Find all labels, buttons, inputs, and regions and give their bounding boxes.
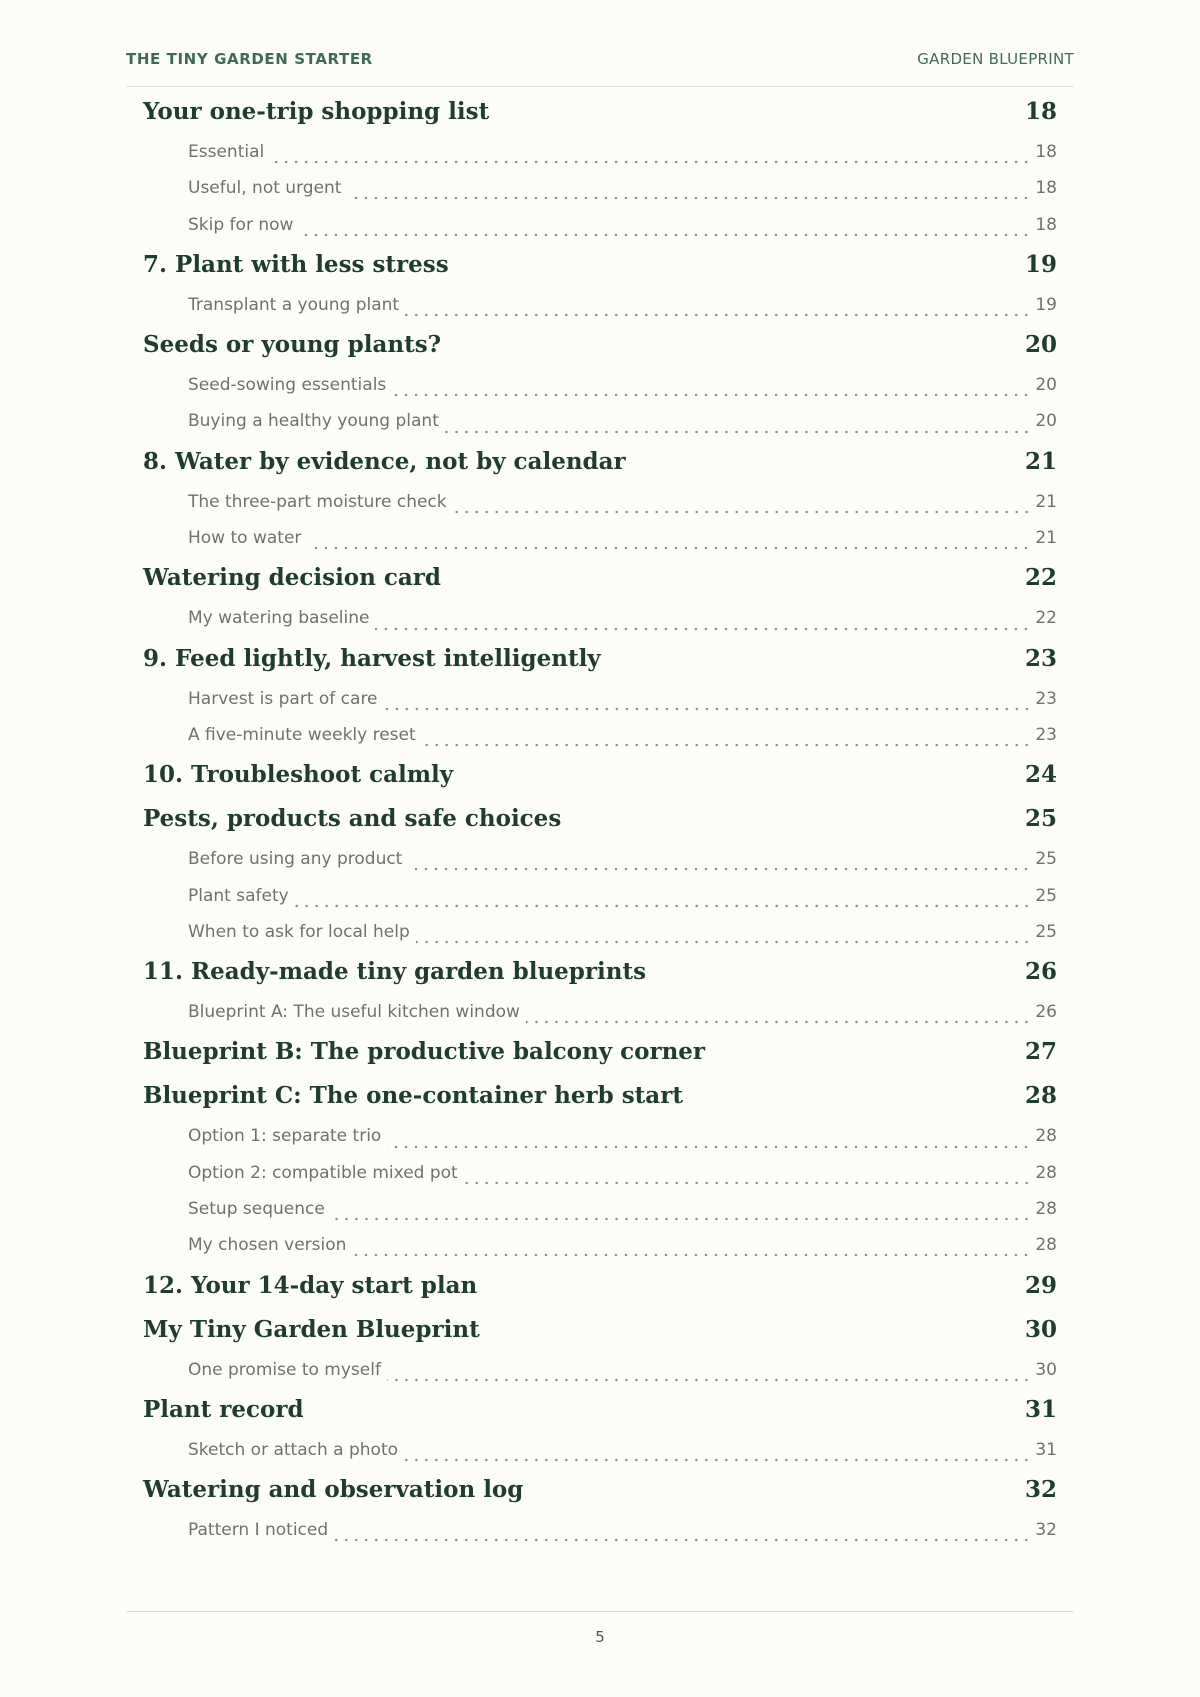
- dot-leader: [387, 1370, 1031, 1382]
- entry-page-number: 23: [1035, 724, 1057, 745]
- dot-leader: [404, 1450, 1031, 1462]
- toc-entry[interactable]: [143, 1155, 1057, 1191]
- entry-page-number: 25: [1035, 921, 1057, 942]
- toc-entry[interactable]: [143, 914, 1057, 950]
- entry-title: Sketch or attach a photo: [188, 1439, 399, 1460]
- entry-page-number: 20: [1035, 375, 1057, 396]
- toc-chapter[interactable]: [143, 753, 1057, 797]
- toc-entry[interactable]: [143, 600, 1057, 636]
- toc-chapter[interactable]: [143, 637, 1057, 681]
- chapter-title: 9. Feed lightly, harvest intelligently: [143, 644, 601, 672]
- entry-page-number: 22: [1035, 608, 1057, 629]
- entry-title: My chosen version: [188, 1235, 347, 1256]
- chapter-title: 8. Water by evidence, not by calendar: [143, 447, 626, 475]
- toc-entry[interactable]: [143, 1118, 1057, 1154]
- toc-entry[interactable]: [143, 403, 1057, 439]
- chapter-page-number: 25: [1024, 805, 1057, 833]
- chapter-page-number: 24: [1024, 761, 1057, 789]
- chapter-title: Seeds or young plants?: [143, 331, 442, 359]
- chapter-page-number: 20: [1024, 331, 1057, 359]
- toc-chapter[interactable]: [143, 1030, 1057, 1074]
- entry-page-number: 20: [1035, 411, 1057, 432]
- entry-page-number: 28: [1035, 1235, 1057, 1256]
- dot-leader: [405, 305, 1031, 317]
- entry-title: Buying a healthy young plant: [188, 411, 439, 432]
- entry-title: Before using any product: [188, 849, 403, 870]
- entry-title: Transplant a young plant: [188, 294, 400, 315]
- entry-title: Blueprint A: The useful kitchen window: [188, 1002, 520, 1023]
- chapter-title: 10. Troubleshoot calmly: [143, 761, 454, 789]
- entry-title: One promise to myself: [188, 1359, 381, 1380]
- dot-leader: [295, 896, 1032, 908]
- entry-title: The three-part moisture check: [188, 491, 447, 512]
- entry-page-number: 18: [1035, 214, 1057, 235]
- dot-leader: [307, 538, 1031, 550]
- entry-page-number: 26: [1035, 1002, 1057, 1023]
- page-number: 5: [595, 1628, 605, 1646]
- toc-chapter[interactable]: [143, 1468, 1057, 1512]
- toc-entry[interactable]: [143, 994, 1057, 1030]
- chapter-page-number: 28: [1024, 1082, 1057, 1110]
- toc-entry[interactable]: [143, 367, 1057, 403]
- chapter-title: 11. Ready-made tiny garden blueprints: [143, 958, 647, 986]
- toc-chapter[interactable]: [143, 1264, 1057, 1308]
- dot-leader: [453, 502, 1032, 514]
- entry-title: Harvest is part of care: [188, 688, 378, 709]
- dot-leader: [347, 188, 1031, 200]
- entry-title: Setup sequence: [188, 1199, 325, 1220]
- toc-entry[interactable]: [143, 1227, 1057, 1263]
- dot-leader: [387, 1137, 1031, 1149]
- chapter-page-number: 19: [1024, 250, 1057, 278]
- entry-page-number: 25: [1035, 885, 1057, 906]
- dot-leader: [464, 1173, 1032, 1185]
- chapter-title: Watering decision card: [143, 564, 441, 592]
- chapter-title: My Tiny Garden Blueprint: [143, 1315, 480, 1343]
- toc-entry[interactable]: [143, 1432, 1057, 1468]
- toc-chapter[interactable]: [143, 323, 1057, 367]
- toc-chapter[interactable]: [143, 243, 1057, 287]
- toc-entry[interactable]: [143, 717, 1057, 753]
- dot-leader: [384, 699, 1032, 711]
- dot-leader: [270, 152, 1031, 164]
- entry-title: How to water: [188, 528, 302, 549]
- toc-entry[interactable]: [143, 484, 1057, 520]
- chapter-page-number: 21: [1024, 447, 1057, 475]
- entry-page-number: 19: [1035, 294, 1057, 315]
- dot-leader: [422, 735, 1032, 747]
- dot-leader: [334, 1530, 1031, 1542]
- dot-leader: [445, 422, 1031, 434]
- toc-chapter[interactable]: [143, 950, 1057, 994]
- entry-page-number: 21: [1035, 491, 1057, 512]
- dot-leader: [416, 932, 1032, 944]
- chapter-page-number: 26: [1024, 958, 1057, 986]
- footer-divider: [126, 1611, 1074, 1612]
- chapter-page-number: 30: [1024, 1315, 1057, 1343]
- toc-chapter[interactable]: [143, 90, 1057, 134]
- entry-page-number: 28: [1035, 1162, 1057, 1183]
- dot-leader: [408, 859, 1031, 871]
- chapter-title: 12. Your 14-day start plan: [143, 1271, 478, 1299]
- entry-title: When to ask for local help: [188, 921, 410, 942]
- toc-chapter[interactable]: [143, 797, 1057, 841]
- toc-entry[interactable]: [143, 841, 1057, 877]
- chapter-page-number: 31: [1024, 1395, 1057, 1423]
- entry-page-number: 18: [1035, 142, 1057, 162]
- entry-title: Useful, not urgent: [188, 178, 342, 199]
- dot-leader: [331, 1209, 1032, 1221]
- toc-entry[interactable]: [143, 1191, 1057, 1227]
- toc-entry[interactable]: [143, 1512, 1057, 1548]
- entry-title: Seed-sowing essentials: [188, 375, 387, 396]
- entry-page-number: 23: [1035, 688, 1057, 709]
- chapter-title: Blueprint B: The productive balcony corner: [143, 1038, 706, 1066]
- entry-page-number: 32: [1035, 1520, 1057, 1541]
- entry-title: A five-minute weekly reset: [188, 724, 416, 745]
- entry-page-number: 30: [1035, 1359, 1057, 1380]
- toc-entry[interactable]: [143, 520, 1057, 556]
- book-title: THE TINY GARDEN STARTER: [126, 50, 373, 68]
- toc-entry[interactable]: [143, 878, 1057, 914]
- entry-title: Option 2: compatible mixed pot: [188, 1162, 458, 1183]
- chapter-title: 7. Plant with less stress: [143, 250, 449, 278]
- toc-entry[interactable]: [143, 134, 1057, 170]
- chapter-page-number: 29: [1024, 1271, 1057, 1299]
- entry-page-number: 25: [1035, 849, 1057, 870]
- entry-title: Essential: [188, 142, 265, 162]
- chapter-title: Watering and observation log: [143, 1476, 524, 1504]
- toc-entry[interactable]: [143, 287, 1057, 323]
- chapter-title: Plant record: [143, 1395, 304, 1423]
- toc-chapter[interactable]: [143, 1074, 1057, 1118]
- chapter-page-number: 27: [1024, 1038, 1057, 1066]
- chapter-title: Your one-trip shopping list: [143, 98, 490, 125]
- chapter-title: Pests, products and safe choices: [143, 805, 562, 833]
- entry-title: Pattern I noticed: [188, 1520, 329, 1541]
- dot-leader: [352, 1245, 1031, 1257]
- entry-page-number: 28: [1035, 1126, 1057, 1147]
- entry-page-number: 18: [1035, 178, 1057, 199]
- dot-leader: [392, 385, 1031, 397]
- toc-entry[interactable]: [143, 207, 1057, 243]
- entry-title: Skip for now: [188, 214, 294, 235]
- table-of-contents: [143, 90, 1057, 1549]
- chapter-page-number: 32: [1024, 1476, 1057, 1504]
- entry-page-number: 31: [1035, 1439, 1057, 1460]
- entry-page-number: 21: [1035, 528, 1057, 549]
- toc-entry[interactable]: [143, 1352, 1057, 1388]
- entry-title: My watering baseline: [188, 608, 370, 629]
- dot-leader: [526, 1012, 1031, 1024]
- dot-leader: [375, 619, 1031, 631]
- toc-entry[interactable]: [143, 170, 1057, 206]
- toc-chapter[interactable]: [143, 556, 1057, 600]
- toc-entry[interactable]: [143, 681, 1057, 717]
- entry-page-number: 28: [1035, 1199, 1057, 1220]
- chapter-page-number: 18: [1024, 98, 1057, 125]
- toc-chapter[interactable]: [143, 440, 1057, 484]
- toc-chapter[interactable]: [143, 1308, 1057, 1352]
- entry-title: Option 1: separate trio: [188, 1126, 382, 1147]
- chapter-title: Blueprint C: The one-container herb start: [143, 1082, 683, 1110]
- dot-leader: [299, 225, 1031, 237]
- chapter-page-number: 23: [1024, 644, 1057, 672]
- toc-chapter[interactable]: [143, 1388, 1057, 1432]
- section-title: GARDEN BLUEPRINT: [917, 50, 1074, 68]
- chapter-page-number: 22: [1024, 564, 1057, 592]
- page-header: [126, 44, 1074, 87]
- entry-title: Plant safety: [188, 885, 289, 906]
